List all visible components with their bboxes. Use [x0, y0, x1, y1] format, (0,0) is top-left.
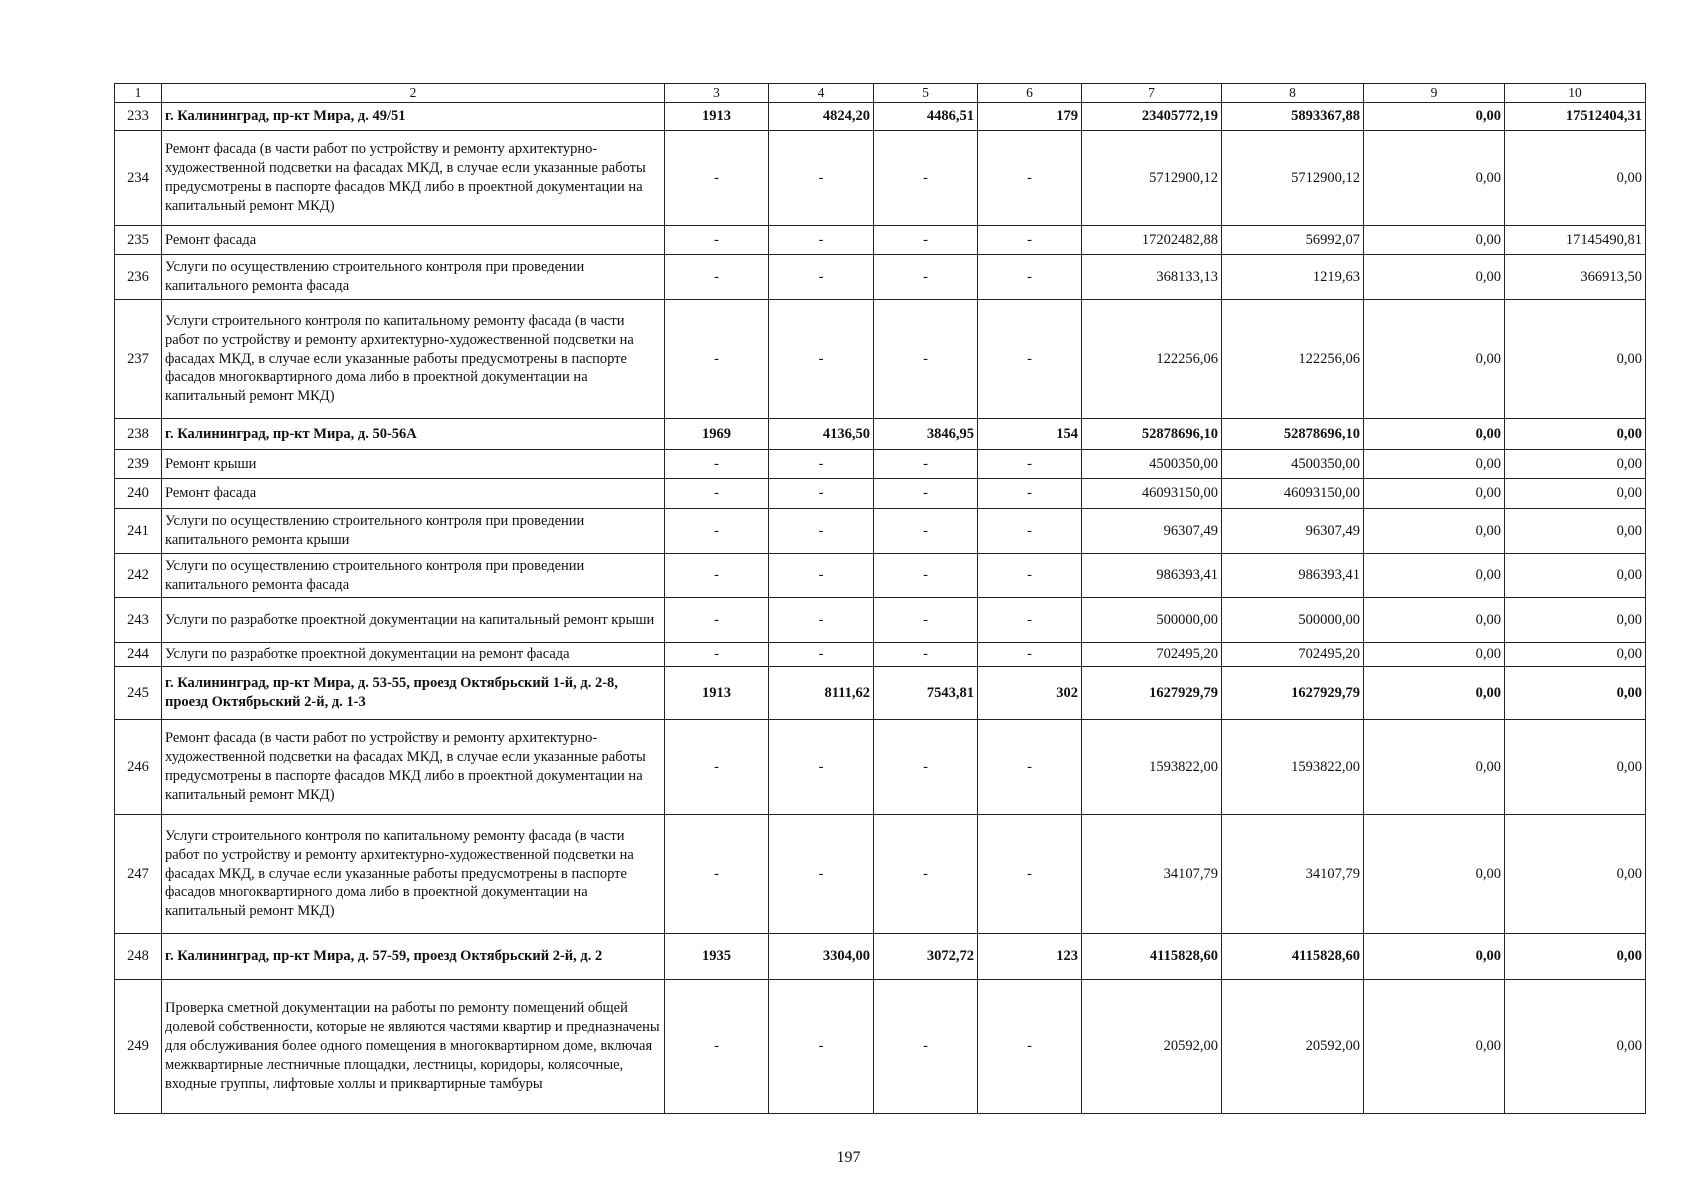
- col3-value: -: [665, 643, 769, 667]
- col3-value: -: [665, 598, 769, 643]
- col4-value: -: [769, 479, 874, 509]
- col9-value: 0,00: [1364, 509, 1505, 554]
- col7-value: 122256,06: [1082, 300, 1222, 419]
- col6-value: 179: [978, 103, 1082, 131]
- col3-value: -: [665, 131, 769, 226]
- col6-value: 123: [978, 934, 1082, 980]
- col5-value: 7543,81: [874, 667, 978, 720]
- col3-value: 1935: [665, 934, 769, 980]
- row-number: 236: [115, 255, 162, 300]
- col8-value: 46093150,00: [1222, 479, 1364, 509]
- col6-value: -: [978, 720, 1082, 815]
- col6-value: -: [978, 450, 1082, 479]
- table-row: [115, 509, 1646, 554]
- col3-value: -: [665, 226, 769, 255]
- col8-value: 5712900,12: [1222, 131, 1364, 226]
- col8-value: 122256,06: [1222, 300, 1364, 419]
- col10-value: 0,00: [1505, 815, 1646, 934]
- work-name: Ремонт крыши: [162, 450, 665, 479]
- work-name: г. Калининград, пр-кт Мира, д. 57-59, проезд Октябрьский 2-й, д. 2: [162, 934, 665, 980]
- table-row: [115, 934, 1646, 980]
- row-number: 233: [115, 103, 162, 131]
- work-name: Услуги строительного контроля по капитальному ремонту фасада (в части работ по устройству и ремонту архитектурно-художественной подсветки на фасадах МКД, в случае если указанные работы предусмотрены в паспорте фасадов многоквартирного дома либо в проектной документации на капитальный ремонт МКД): [162, 815, 665, 934]
- table-row: [115, 300, 1646, 419]
- row-number: 244: [115, 643, 162, 667]
- col10-value: 17145490,81: [1505, 226, 1646, 255]
- register-table: [114, 83, 1646, 1114]
- col6-value: -: [978, 980, 1082, 1114]
- col5-value: -: [874, 720, 978, 815]
- col9-value: 0,00: [1364, 720, 1505, 815]
- col7-value: 986393,41: [1082, 554, 1222, 598]
- work-name: Услуги строительного контроля по капитальному ремонту фасада (в части работ по устройству и ремонту архитектурно-художественной подсветки на фасадах МКД, в случае если указанные работы предусмотрены в паспорте фасадов многоквартирного дома либо в проектной документации на капитальный ремонт МКД): [162, 300, 665, 419]
- col5-value: -: [874, 509, 978, 554]
- col8-value: 20592,00: [1222, 980, 1364, 1114]
- header-cell: 3: [665, 84, 769, 103]
- work-name: Проверка сметной документации на работы по ремонту помещений общей долевой собственности, которые не являются частями квартир и предназначены для обслуживания более одного помещения в многоквартирном доме, включая межквартирные лестничные площадки, лестницы, коридоры, колясочные, входные группы, лифтовые холлы и приквартирные тамбуры: [162, 980, 665, 1114]
- col5-value: -: [874, 815, 978, 934]
- col9-value: 0,00: [1364, 300, 1505, 419]
- header-cell: 7: [1082, 84, 1222, 103]
- col3-value: -: [665, 980, 769, 1114]
- col5-value: -: [874, 554, 978, 598]
- header-cell: 10: [1505, 84, 1646, 103]
- col3-value: -: [665, 450, 769, 479]
- table-row: [115, 226, 1646, 255]
- col8-value: 986393,41: [1222, 554, 1364, 598]
- col3-value: -: [665, 720, 769, 815]
- col4-value: -: [769, 509, 874, 554]
- col8-value: 1627929,79: [1222, 667, 1364, 720]
- table-row: [115, 255, 1646, 300]
- work-name: Услуги по осуществлению строительного контроля при проведении капитального ремонта фасада: [162, 255, 665, 300]
- col5-value: -: [874, 255, 978, 300]
- row-number: 242: [115, 554, 162, 598]
- col4-value: 3304,00: [769, 934, 874, 980]
- col6-value: -: [978, 131, 1082, 226]
- col9-value: 0,00: [1364, 450, 1505, 479]
- col4-value: -: [769, 554, 874, 598]
- col7-value: 1627929,79: [1082, 667, 1222, 720]
- col6-value: -: [978, 554, 1082, 598]
- col10-value: 366913,50: [1505, 255, 1646, 300]
- col6-value: 302: [978, 667, 1082, 720]
- col6-value: -: [978, 226, 1082, 255]
- col9-value: 0,00: [1364, 934, 1505, 980]
- col6-value: -: [978, 643, 1082, 667]
- col9-value: 0,00: [1364, 667, 1505, 720]
- row-number: 240: [115, 479, 162, 509]
- table-row: [115, 131, 1646, 226]
- col7-value: 5712900,12: [1082, 131, 1222, 226]
- header-cell: 5: [874, 84, 978, 103]
- col10-value: 0,00: [1505, 419, 1646, 450]
- col10-value: 0,00: [1505, 509, 1646, 554]
- col4-value: -: [769, 226, 874, 255]
- row-number: 243: [115, 598, 162, 643]
- table-row: [115, 598, 1646, 643]
- col9-value: 0,00: [1364, 980, 1505, 1114]
- page-number: 197: [836, 1149, 861, 1166]
- col9-value: 0,00: [1364, 103, 1505, 131]
- row-number: 238: [115, 419, 162, 450]
- col4-value: -: [769, 598, 874, 643]
- table-row: [115, 667, 1646, 720]
- col4-value: -: [769, 815, 874, 934]
- row-number: 247: [115, 815, 162, 934]
- col4-value: -: [769, 643, 874, 667]
- col10-value: 17512404,31: [1505, 103, 1646, 131]
- work-name: Ремонт фасада: [162, 226, 665, 255]
- col7-value: 702495,20: [1082, 643, 1222, 667]
- col7-value: 1593822,00: [1082, 720, 1222, 815]
- col9-value: 0,00: [1364, 598, 1505, 643]
- row-number: 246: [115, 720, 162, 815]
- col6-value: -: [978, 479, 1082, 509]
- col4-value: -: [769, 720, 874, 815]
- col3-value: 1913: [665, 103, 769, 131]
- col5-value: -: [874, 598, 978, 643]
- col10-value: 0,00: [1505, 300, 1646, 419]
- col3-value: -: [665, 509, 769, 554]
- header-cell: 2: [162, 84, 665, 103]
- col9-value: 0,00: [1364, 479, 1505, 509]
- work-name: г. Калининград, пр-кт Мира, д. 49/51: [162, 103, 665, 131]
- work-name: Ремонт фасада (в части работ по устройству и ремонту архитектурно-художественной подсветки на фасадах МКД, в случае если указанные работы предусмотрены в паспорте фасадов МКД либо в проектной документации на капитальный ремонт МКД): [162, 131, 665, 226]
- col9-value: 0,00: [1364, 255, 1505, 300]
- row-number: 248: [115, 934, 162, 980]
- table-row: [115, 720, 1646, 815]
- col8-value: 52878696,10: [1222, 419, 1364, 450]
- col9-value: 0,00: [1364, 131, 1505, 226]
- row-number: 237: [115, 300, 162, 419]
- col10-value: 0,00: [1505, 934, 1646, 980]
- col5-value: -: [874, 980, 978, 1114]
- header-cell: 4: [769, 84, 874, 103]
- col8-value: 1219,63: [1222, 255, 1364, 300]
- work-name: Услуги по осуществлению строительного контроля при проведении капитального ремонта фасада: [162, 554, 665, 598]
- col8-value: 34107,79: [1222, 815, 1364, 934]
- table-row: [115, 980, 1646, 1114]
- col10-value: 0,00: [1505, 554, 1646, 598]
- col7-value: 46093150,00: [1082, 479, 1222, 509]
- col5-value: -: [874, 226, 978, 255]
- col4-value: -: [769, 450, 874, 479]
- work-name: г. Калининград, пр-кт Мира, д. 50-56А: [162, 419, 665, 450]
- col9-value: 0,00: [1364, 419, 1505, 450]
- col3-value: -: [665, 255, 769, 300]
- row-number: 249: [115, 980, 162, 1114]
- col7-value: 500000,00: [1082, 598, 1222, 643]
- work-name: Услуги по разработке проектной документации на ремонт фасада: [162, 643, 665, 667]
- row-number: 234: [115, 131, 162, 226]
- header-cell: 9: [1364, 84, 1505, 103]
- col6-value: -: [978, 300, 1082, 419]
- col10-value: 0,00: [1505, 720, 1646, 815]
- col4-value: -: [769, 131, 874, 226]
- work-name: г. Калининград, пр-кт Мира, д. 53-55, проезд Октябрьский 1-й, д. 2-8, проезд Октябрьский 2-й, д. 1-3: [162, 667, 665, 720]
- col7-value: 20592,00: [1082, 980, 1222, 1114]
- col3-value: -: [665, 815, 769, 934]
- col7-value: 368133,13: [1082, 255, 1222, 300]
- col9-value: 0,00: [1364, 815, 1505, 934]
- col7-value: 34107,79: [1082, 815, 1222, 934]
- col8-value: 1593822,00: [1222, 720, 1364, 815]
- table-row: [115, 419, 1646, 450]
- col5-value: -: [874, 131, 978, 226]
- col3-value: 1969: [665, 419, 769, 450]
- col8-value: 4115828,60: [1222, 934, 1364, 980]
- col10-value: 0,00: [1505, 598, 1646, 643]
- col7-value: 52878696,10: [1082, 419, 1222, 450]
- col6-value: -: [978, 598, 1082, 643]
- header-cell: 6: [978, 84, 1082, 103]
- col6-value: -: [978, 509, 1082, 554]
- row-number: 235: [115, 226, 162, 255]
- col10-value: 0,00: [1505, 131, 1646, 226]
- col5-value: -: [874, 643, 978, 667]
- col10-value: 0,00: [1505, 643, 1646, 667]
- table-row: [115, 103, 1646, 131]
- col5-value: 4486,51: [874, 103, 978, 131]
- table-row: [115, 643, 1646, 667]
- col9-value: 0,00: [1364, 643, 1505, 667]
- col10-value: 0,00: [1505, 980, 1646, 1114]
- col10-value: 0,00: [1505, 450, 1646, 479]
- work-name: Услуги по разработке проектной документации на капитальный ремонт крыши: [162, 598, 665, 643]
- col6-value: -: [978, 815, 1082, 934]
- col8-value: 4500350,00: [1222, 450, 1364, 479]
- col8-value: 5893367,88: [1222, 103, 1364, 131]
- table-row: [115, 479, 1646, 509]
- col3-value: -: [665, 554, 769, 598]
- col7-value: 23405772,19: [1082, 103, 1222, 131]
- work-name: Ремонт фасада (в части работ по устройству и ремонту архитектурно-художественной подсветки на фасадах МКД, в случае если указанные работы предусмотрены в паспорте фасадов МКД либо в проектной документации на капитальный ремонт МКД): [162, 720, 665, 815]
- col7-value: 17202482,88: [1082, 226, 1222, 255]
- column-number-header: [115, 84, 1646, 103]
- col9-value: 0,00: [1364, 226, 1505, 255]
- col8-value: 56992,07: [1222, 226, 1364, 255]
- header-cell: 1: [115, 84, 162, 103]
- col3-value: -: [665, 479, 769, 509]
- row-number: 241: [115, 509, 162, 554]
- col6-value: -: [978, 255, 1082, 300]
- col4-value: -: [769, 300, 874, 419]
- work-name: Услуги по осуществлению строительного контроля при проведении капитального ремонта крыши: [162, 509, 665, 554]
- col6-value: 154: [978, 419, 1082, 450]
- work-name: Ремонт фасада: [162, 479, 665, 509]
- col8-value: 500000,00: [1222, 598, 1364, 643]
- row-number: 245: [115, 667, 162, 720]
- col7-value: 4115828,60: [1082, 934, 1222, 980]
- col9-value: 0,00: [1364, 554, 1505, 598]
- col5-value: 3846,95: [874, 419, 978, 450]
- col8-value: 96307,49: [1222, 509, 1364, 554]
- header-cell: 8: [1222, 84, 1364, 103]
- col3-value: 1913: [665, 667, 769, 720]
- col3-value: -: [665, 300, 769, 419]
- row-number: 239: [115, 450, 162, 479]
- table-row: [115, 450, 1646, 479]
- col10-value: 0,00: [1505, 479, 1646, 509]
- col8-value: 702495,20: [1222, 643, 1364, 667]
- col7-value: 4500350,00: [1082, 450, 1222, 479]
- col5-value: -: [874, 450, 978, 479]
- col5-value: -: [874, 479, 978, 509]
- table-row: [115, 815, 1646, 934]
- col4-value: -: [769, 980, 874, 1114]
- col4-value: 8111,62: [769, 667, 874, 720]
- col4-value: 4136,50: [769, 419, 874, 450]
- col5-value: 3072,72: [874, 934, 978, 980]
- col7-value: 96307,49: [1082, 509, 1222, 554]
- col4-value: 4824,20: [769, 103, 874, 131]
- table-row: [115, 554, 1646, 598]
- col10-value: 0,00: [1505, 667, 1646, 720]
- col4-value: -: [769, 255, 874, 300]
- col5-value: -: [874, 300, 978, 419]
